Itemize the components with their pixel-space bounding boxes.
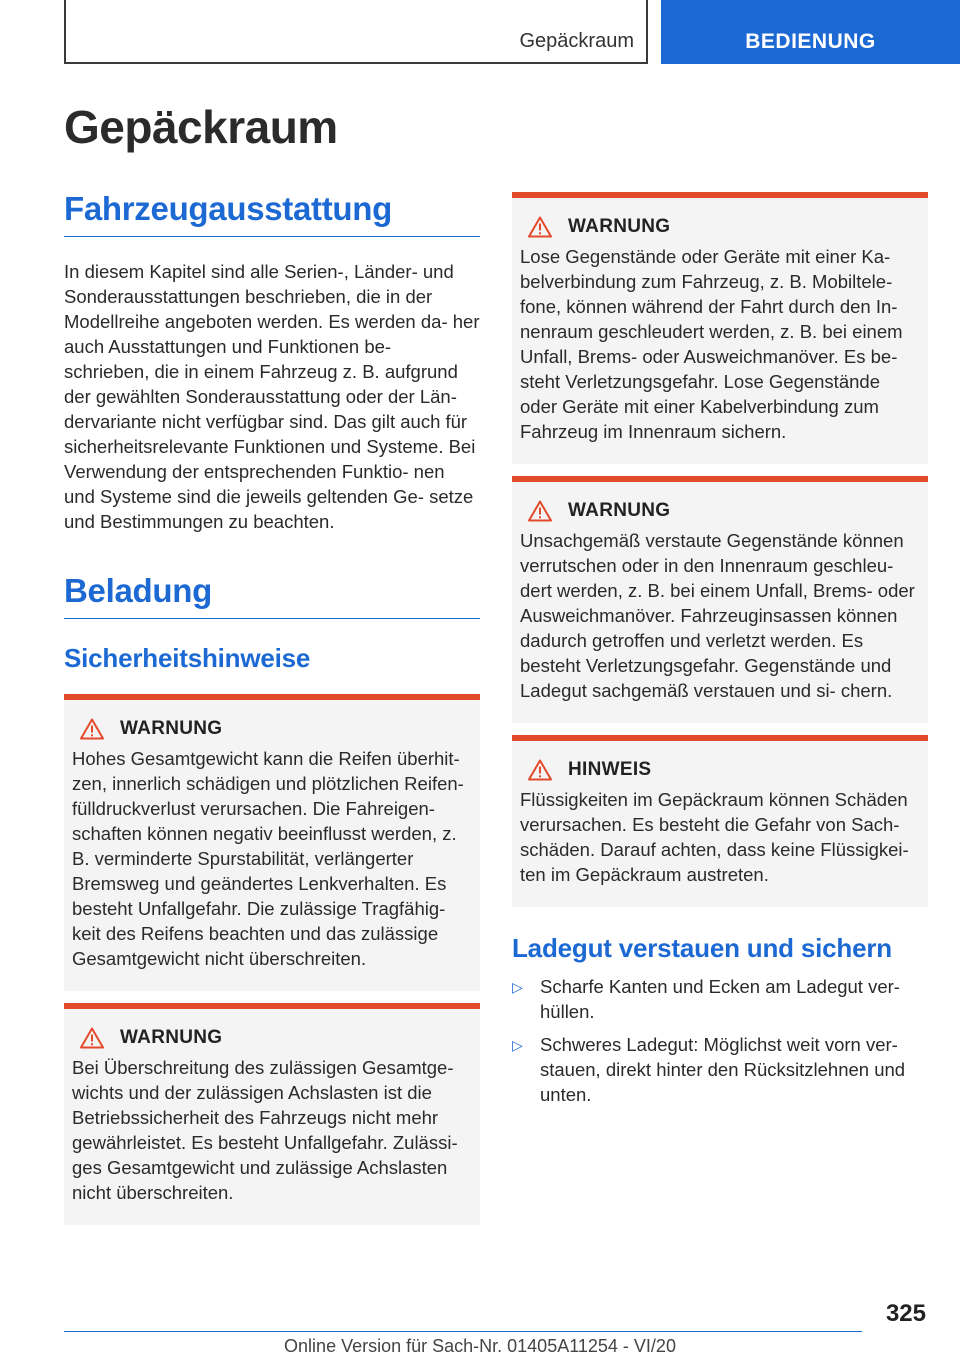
page-number: 325 — [885, 1300, 926, 1327]
list-item-text: Scharfe Kanten und Ecken am Ladegut ver- hüllen. — [540, 976, 900, 1022]
footer-divider — [64, 1331, 862, 1332]
notice-box — [512, 735, 928, 907]
list-item — [512, 974, 928, 1024]
warning-box — [512, 192, 928, 464]
heading-beladung: Beladung — [64, 572, 480, 619]
warning-triangle-icon — [80, 718, 104, 740]
header-section-title: Gepäckraum — [519, 30, 634, 52]
warning-text: Bei Überschreitung des zulässigen Gesamtge- wichts und der zulässigen Achslasten ist die Betriebssicherheit des Fahrzeugs nicht mehr gewährleistet. Es besteht Unfallgefahr. Zulässi- ges Gesamtgewicht und zulässige Achslasten nicht überschreiten. — [72, 1057, 458, 1203]
triangle-bullet-icon: ▷ — [512, 979, 523, 995]
warning-text: Hohes Gesamtgewicht kann die Reifen überhit- zen, innerlich schädigen und plötzlichen Reifen- fülldruckverlust verursachen. Die Fahreigen- schaften können negativ beeinflusst werden, z. B. verminderte Spurstabilität, verlängerter Bremsweg und geändertes Lenkverhalten. Es besteht Unfallgefahr. Die zulässige Tragfähig- keit des Reifens beachten und das zulässige Gesamtgewicht nicht überschreiten. — [72, 748, 464, 969]
warning-triangle-icon — [528, 216, 552, 238]
header-frame — [64, 0, 648, 64]
notice-title: HINWEIS — [568, 759, 652, 780]
list-item — [512, 1032, 928, 1107]
footer-text: Online Version für Sach-Nr. 01405A11254 - VI/20 — [284, 1336, 676, 1356]
warning-triangle-icon — [80, 1027, 104, 1049]
warning-box — [64, 694, 480, 991]
fahrzeugausstattung-text: In diesem Kapitel sind alle Serien-, Länder- und Sonderausstattungen beschrieben, die in der Modellreihe angeboten werden. Es werden da- her auch Ausstattungen und Funktionen be- schrieben, die in einem Fahrzeug z. B. aufgrund der gewählten Sonderausstattung oder der Län- dervariante nicht verfügbar sind. Das gilt auch für sicherheitsrelevante Funktionen und Systeme. Bei Verwendung der entsprechenden Funktio- nen und Systeme sind die jeweils geltenden Ge- setze und Bestimmungen zu beachten. — [64, 261, 480, 532]
warning-title: WARNUNG — [568, 216, 671, 237]
ladegut-list — [512, 974, 928, 1107]
warning-box — [512, 476, 928, 723]
warning-title: WARNUNG — [120, 718, 223, 739]
warning-triangle-icon — [528, 759, 552, 781]
right-column — [512, 192, 928, 1115]
triangle-bullet-icon: ▷ — [512, 1037, 523, 1053]
warning-triangle-icon — [528, 500, 552, 522]
page-title: Gepäckraum — [64, 101, 338, 153]
left-column — [64, 190, 480, 1225]
heading-ladegut: Ladegut verstauen und sichern — [512, 933, 892, 963]
warning-text: Lose Gegenstände oder Geräte mit einer Ka- belverbindung zum Fahrzeug, z. B. Mobiltele- fone, können während der Fahrt durch den In- nenraum geschleudert werden, z. B. bei einem Unfall, Brems- oder Ausweichmanöver. Es be- steht Verletzungsgefahr. Lose Gegenstände oder Geräte mit einer Kabelverbindung zum Fahrzeug im Innenraum sichern. — [520, 246, 903, 442]
heading-fahrzeugausstattung: Fahrzeugausstattung — [64, 190, 480, 237]
header-chapter-tab[interactable]: BEDIENUNG — [661, 0, 960, 64]
heading-sicherheitshinweise: Sicherheitshinweise — [64, 643, 311, 673]
list-item-text: Schweres Ladegut: Möglichst weit vorn ver- stauen, direkt hinter den Rücksitzlehnen und unten. — [540, 1034, 906, 1105]
warning-title: WARNUNG — [120, 1027, 223, 1048]
warning-title: WARNUNG — [568, 500, 671, 521]
warning-box — [64, 1003, 480, 1225]
notice-text: Flüssigkeiten im Gepäckraum können Schäden verursachen. Es besteht die Gefahr von Sach- schäden. Darauf achten, dass keine Flüssigkei- ten im Gepäckraum austreten. — [520, 789, 909, 885]
warning-text: Unsachgemäß verstaute Gegenstände können verrutschen oder in den Innenraum geschleu- dert werden, z. B. bei einem Unfall, Brems- oder Ausweichmanöver. Fahrzeuginsassen können dadurch getroffen und verletzt werden. Es besteht Verletzungsgefahr. Gegenstände und Ladegut sachgemäß verstauen und si- chern. — [520, 530, 915, 701]
